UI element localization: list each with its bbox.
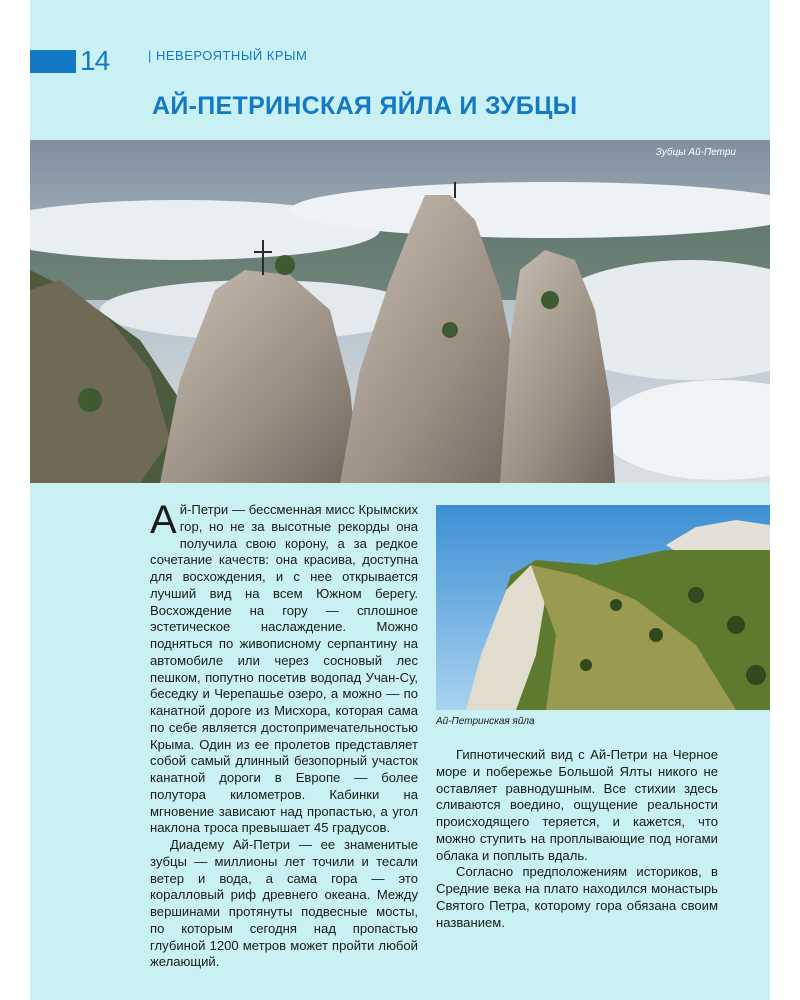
- text-column-left: [150, 498, 418, 971]
- side-photo: [436, 505, 770, 710]
- text-column-right: [436, 747, 718, 931]
- hero-caption: Зубцы Ай-Петри: [655, 147, 736, 158]
- page-number-bar: [30, 50, 76, 73]
- drop-cap: А: [150, 498, 177, 542]
- hero-photo-illustration: [30, 140, 770, 483]
- page-number: 14: [80, 45, 110, 76]
- side-photo-illustration: [436, 505, 770, 710]
- running-head: | НЕВЕРОЯТНЫЙ КРЫМ: [148, 48, 308, 63]
- page-title: АЙ-ПЕТРИНСКАЯ ЯЙЛА И ЗУБЦЫ: [152, 92, 578, 120]
- side-photo-caption: Ай-Петринская яйла: [436, 716, 535, 727]
- paragraph-2: Диадему Ай-Петри — ее знаменитые зубцы — миллионы лет точили и тесали ветер и вода, а сама гора — это коралловый риф древнего океана. Между вершинами протянуты подвесные мосты, по которым сегодня над пропастью глубиной 1200 метров может пройти любой желающий.: [150, 837, 418, 970]
- paragraph-4: Согласно предположениям историков, в Средние века на плато находился монастырь Святого Петра, которому гора обязана своим названием.: [436, 864, 718, 930]
- paragraph-3: Гипнотический вид с Ай-Петри на Черное море и побережье Большой Ялты никого не оставляет равнодушным. Все стихии здесь сливаются воедино, ощущение реальности происходящего теряется, и кажется, что можно ступить на проплывающие под ногами облака и поплыть вдаль.: [436, 747, 718, 863]
- hero-photo: [30, 140, 770, 483]
- paragraph-1: Ай-Петри — бессменная мисс Крымских гор, но не за высотные рекорды она получила свою корону, а за редкое сочетание качеств: она красива, доступна для восхождения, и с нее открывается лучший вид на всем Южном берегу. Восхождение на гору — сплошное эстетическое наслаждение. Можно подняться по живописному серпантину на автомобиле или через сосновый лес пешком, попутно посетив водопад Учан-Су, беседку и Черепашье озеро, а можно — по канатной дороге из Мисхора, которая сама по себе является достопримечательностью Крыма. Один из ее пролетов представляет собой самый длинный безопорный участок канатной дороги в Европе — более полутора километров. Кабинки на мгновение зависают над пропастью, а угол наклона троса превышает 45 градусов.: [150, 498, 418, 836]
